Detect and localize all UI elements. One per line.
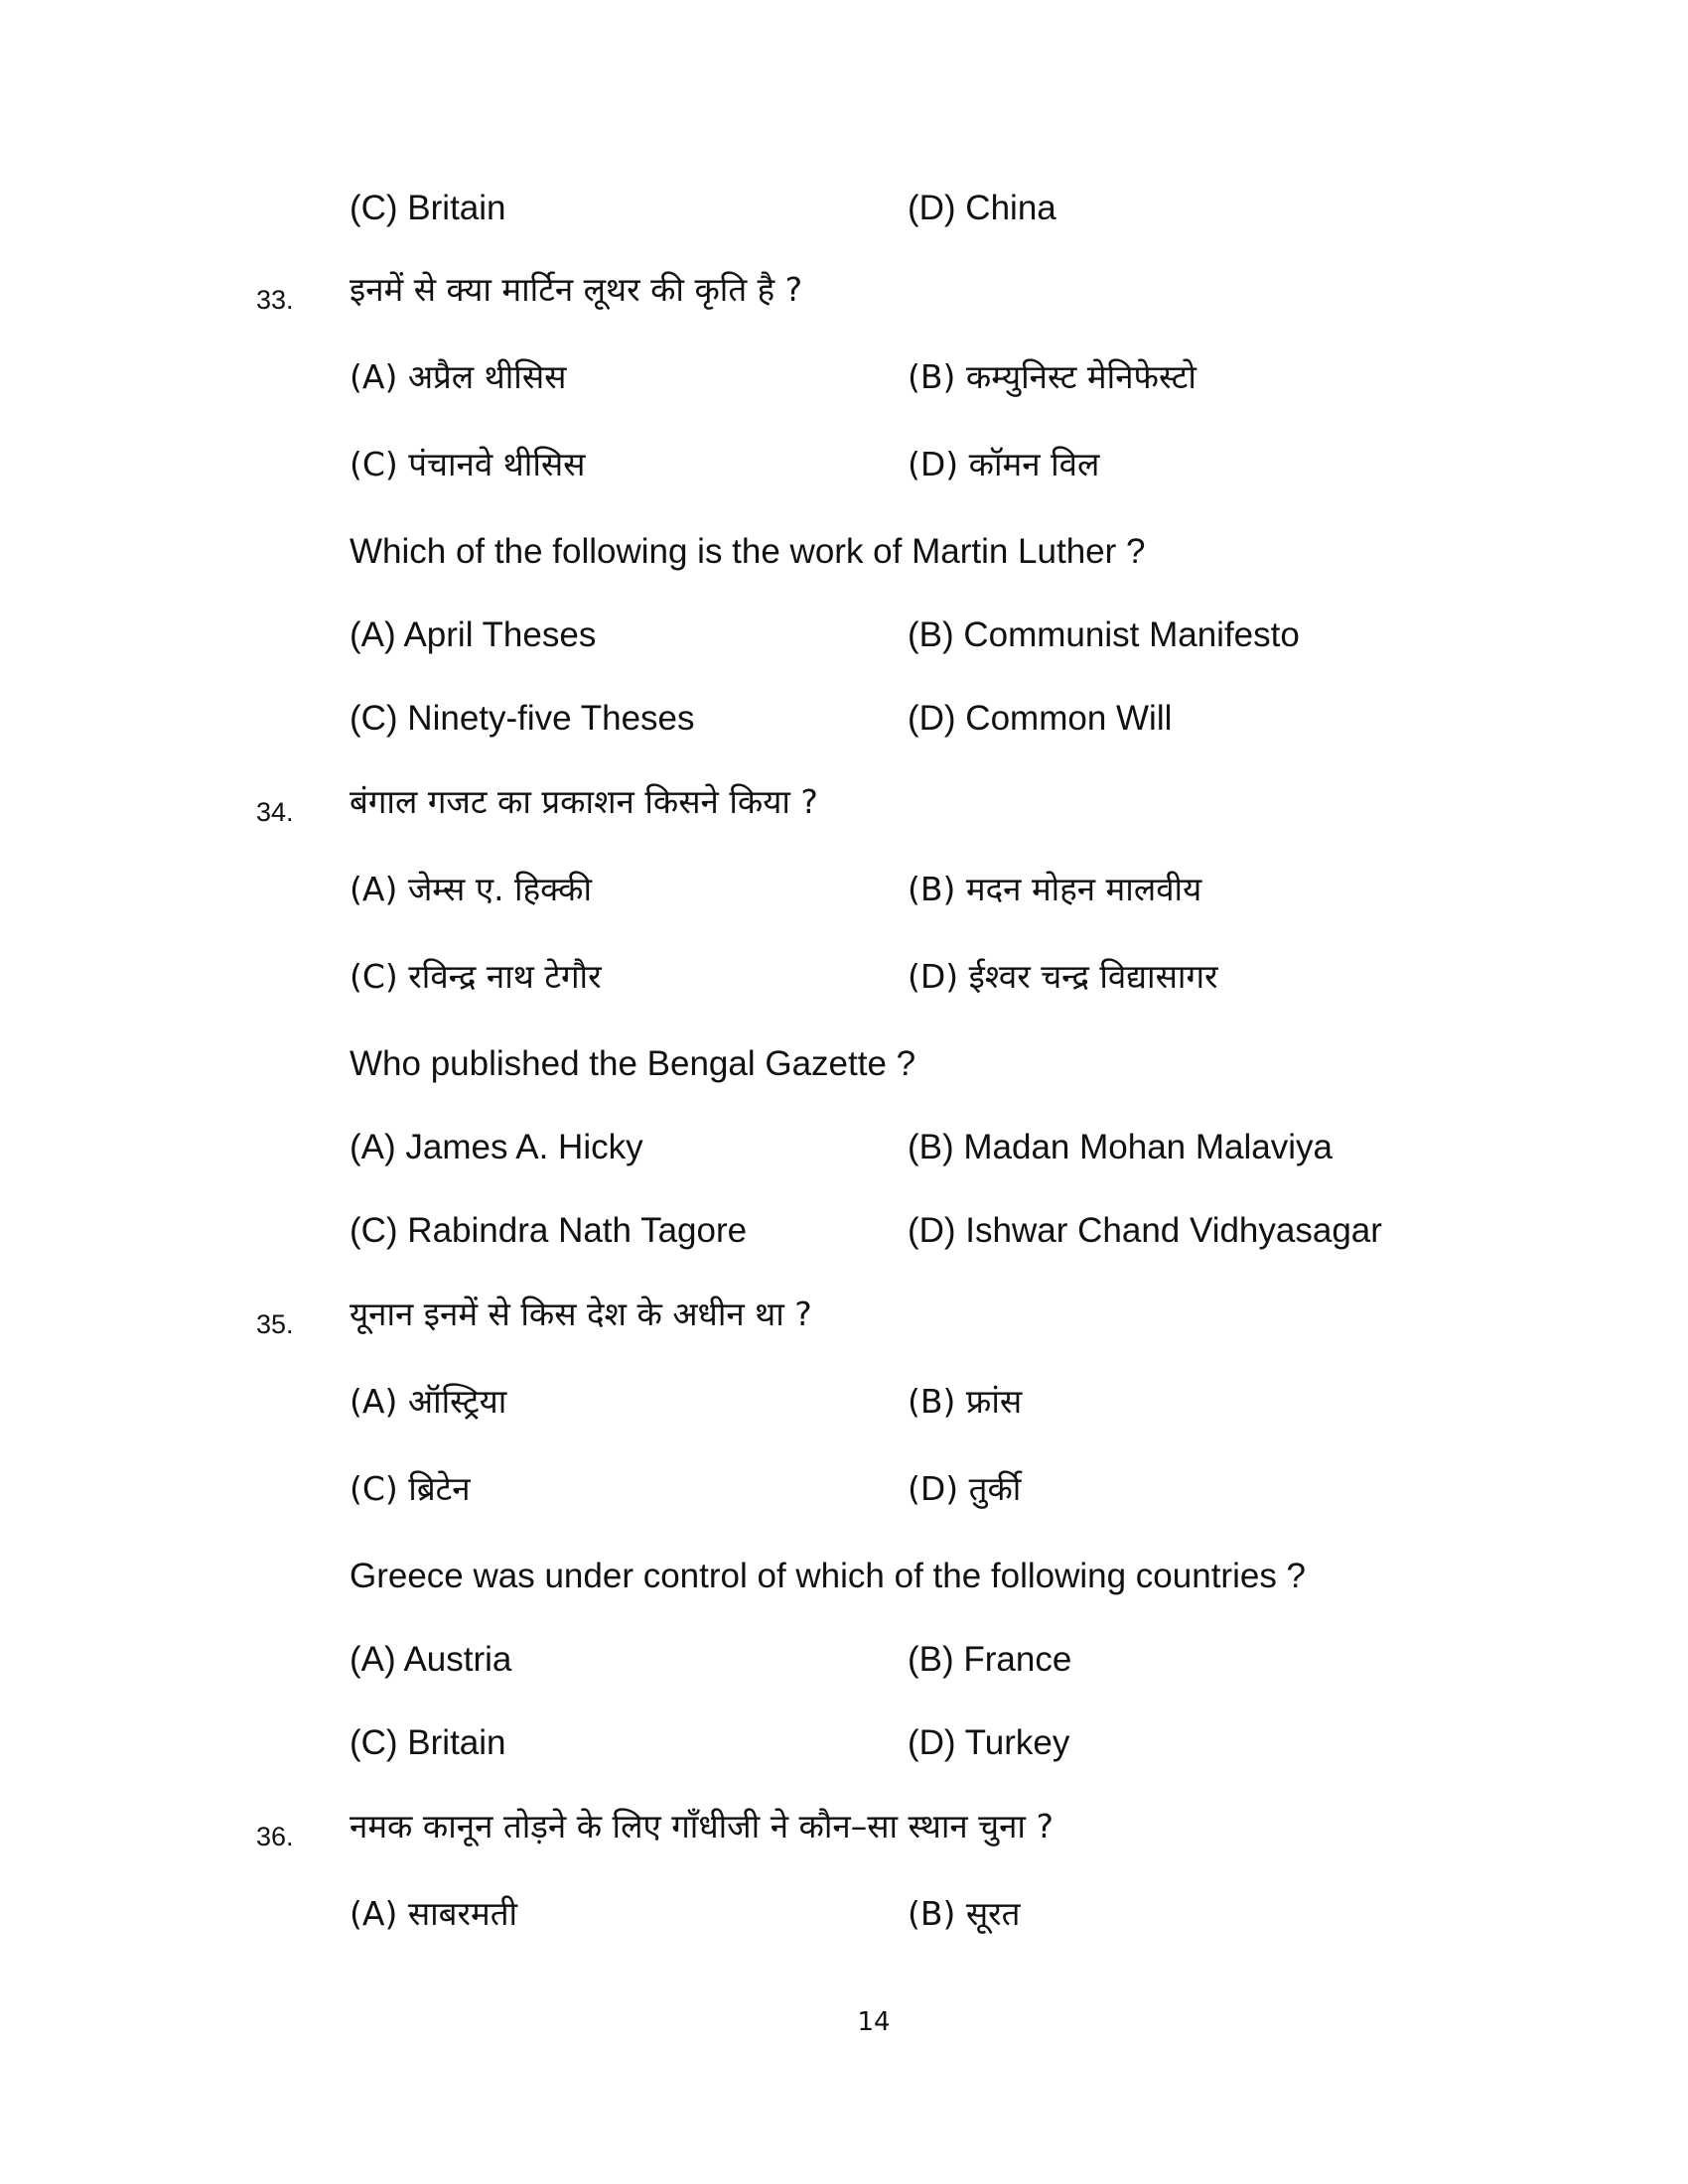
options-row bbox=[0, 1201, 1688, 1261]
question-text: बंगाल गजट का प्रकाशन किसने किया ? bbox=[350, 782, 818, 821]
option-d: (D) Turkey bbox=[908, 1723, 1070, 1762]
option-c: (C) Rabindra Nath Tagore bbox=[350, 1211, 748, 1250]
page-number: 14 bbox=[857, 2007, 891, 2037]
question-text: यूनान इनमें से किस देश के अधीन था ? bbox=[350, 1295, 812, 1333]
option-b: (B) Madan Mohan Malaviya bbox=[908, 1128, 1333, 1166]
question-34-english bbox=[0, 1034, 1688, 1094]
options-row bbox=[0, 1118, 1688, 1177]
question-text: नमक कानून तोड़ने के लिए गाँधीजी ने कौन–सा स्थान चुना ? bbox=[350, 1807, 1054, 1845]
option-a: (A) साबरमती bbox=[350, 1894, 518, 1933]
options-row bbox=[0, 947, 1688, 1007]
question-number: 33. bbox=[256, 285, 294, 315]
question-34-hindi bbox=[0, 772, 1688, 832]
option-a: (A) ऑस्ट्रिया bbox=[350, 1382, 507, 1421]
option-d: (D) ईश्वर चन्द्र विद्यासागर bbox=[908, 957, 1218, 996]
option-a: (A) April Theses bbox=[350, 615, 597, 654]
options-row bbox=[0, 1630, 1688, 1690]
question-number: 36. bbox=[256, 1822, 294, 1851]
question-number: 35. bbox=[256, 1309, 294, 1339]
option-c: (C) Britain bbox=[350, 189, 506, 227]
option-c: (C) पंचानवे थीसिस bbox=[350, 445, 586, 483]
question-text: इनमें से क्या मार्टिन लूथर की कृति है ? bbox=[350, 270, 803, 309]
option-c: (C) रविन्द्र नाथ टेगौर bbox=[350, 957, 602, 996]
options-row bbox=[0, 1713, 1688, 1773]
options-row bbox=[0, 347, 1688, 407]
option-b: (B) कम्युनिस्ट मेनिफेस्टो bbox=[908, 357, 1196, 396]
question-33-english bbox=[0, 522, 1688, 582]
option-a: (A) जेम्स ए. हिक्की bbox=[350, 870, 592, 908]
option-d: (D) कॉमन विल bbox=[908, 445, 1100, 483]
option-b: (B) France bbox=[908, 1640, 1072, 1679]
option-d: (D) Common Will bbox=[908, 699, 1173, 738]
options-row bbox=[0, 1459, 1688, 1519]
option-a: (A) अप्रैल थीसिस bbox=[350, 357, 567, 396]
options-row bbox=[0, 179, 1688, 238]
option-c: (C) Britain bbox=[350, 1723, 506, 1762]
option-a: (A) Austria bbox=[350, 1640, 512, 1679]
options-row bbox=[0, 606, 1688, 665]
option-d: (D) China bbox=[908, 189, 1056, 227]
options-row bbox=[0, 1372, 1688, 1432]
options-row bbox=[0, 1884, 1688, 1944]
options-row bbox=[0, 860, 1688, 919]
option-c: (C) Ninety-five Theses bbox=[350, 699, 695, 738]
options-row bbox=[0, 435, 1688, 494]
option-d: (D) तुर्की bbox=[908, 1469, 1022, 1508]
question-number: 34. bbox=[256, 797, 294, 827]
question-text: Greece was under control of which of the following countries ? bbox=[350, 1557, 1307, 1595]
option-b: (B) फ्रांस bbox=[908, 1382, 1023, 1421]
question-text: Which of the following is the work of Martin Luther ? bbox=[350, 532, 1146, 571]
option-c: (C) ब्रिटेन bbox=[350, 1469, 471, 1508]
options-row bbox=[0, 689, 1688, 749]
option-a: (A) James A. Hicky bbox=[350, 1128, 643, 1166]
option-b: (B) मदन मोहन मालवीय bbox=[908, 870, 1202, 908]
question-35-english bbox=[0, 1547, 1688, 1606]
option-d: (D) Ishwar Chand Vidhyasagar bbox=[908, 1211, 1382, 1250]
question-35-hindi bbox=[0, 1285, 1688, 1344]
question-text: Who published the Bengal Gazette ? bbox=[350, 1044, 916, 1083]
question-33-hindi bbox=[0, 260, 1688, 320]
option-b: (B) Communist Manifesto bbox=[908, 615, 1300, 654]
question-36-hindi bbox=[0, 1797, 1688, 1856]
option-b: (B) सूरत bbox=[908, 1894, 1021, 1933]
